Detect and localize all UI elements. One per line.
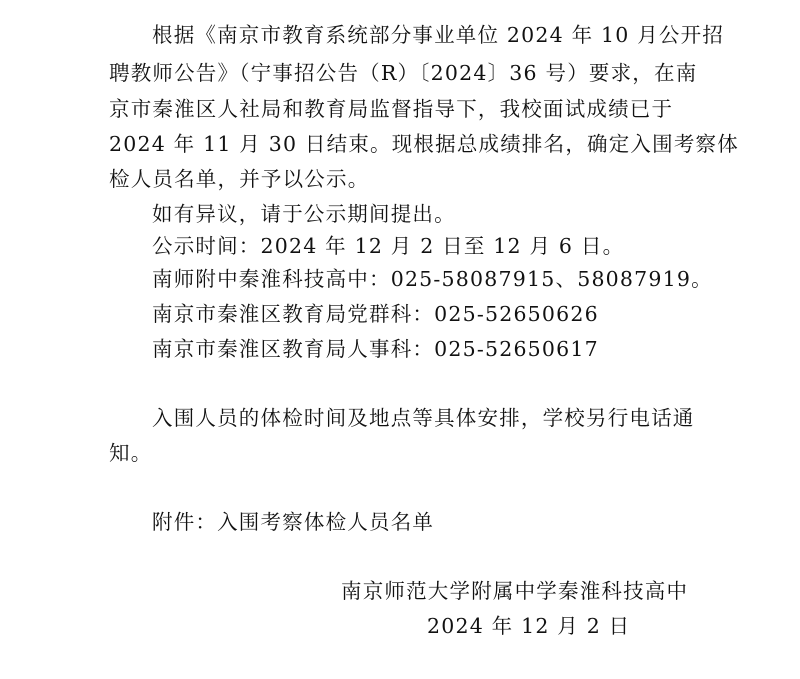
signature-date: 2024 年 12 月 2 日 (427, 614, 631, 638)
para2-line-1: 入围人员的体检时间及地点等具体安排，学校另行电话通 (152, 406, 695, 430)
contact-personnel-office: 南京市秦淮区教育局人事科：025-52650617 (152, 337, 599, 361)
signature-org: 南京师范大学附属中学秦淮科技高中 (341, 579, 689, 603)
para1-line-4: 2024 年 11 月 30 日结束。现根据总成绩排名，确定入围考察体 (109, 132, 739, 156)
period-text: 公示时间：2024 年 12 月 2 日至 12 月 6 日。 (152, 234, 625, 258)
attachment-text: 附件：入围考察体检人员名单 (152, 510, 435, 534)
para1-line-5: 检人员名单，并予以公示。 (109, 167, 370, 191)
contact-school: 南师附中秦淮科技高中：025-58087915、58087919。 (152, 267, 713, 291)
objection-text: 如有异议，请于公示期间提出。 (152, 202, 456, 226)
para1-line-1: 根据《南京市教育系统部分事业单位 2024 年 10 月公开招 (152, 23, 725, 47)
para1-line-3: 京市秦淮区人社局和教育局监督指导下，我校面试成绩已于 (109, 97, 674, 121)
contact-party-office: 南京市秦淮区教育局党群科：025-52650626 (152, 302, 599, 326)
para1-line-2: 聘教师公告》（宁事招公告（R）〔2024〕36 号）要求，在南 (109, 61, 698, 85)
para2-line-2: 知。 (109, 441, 153, 465)
